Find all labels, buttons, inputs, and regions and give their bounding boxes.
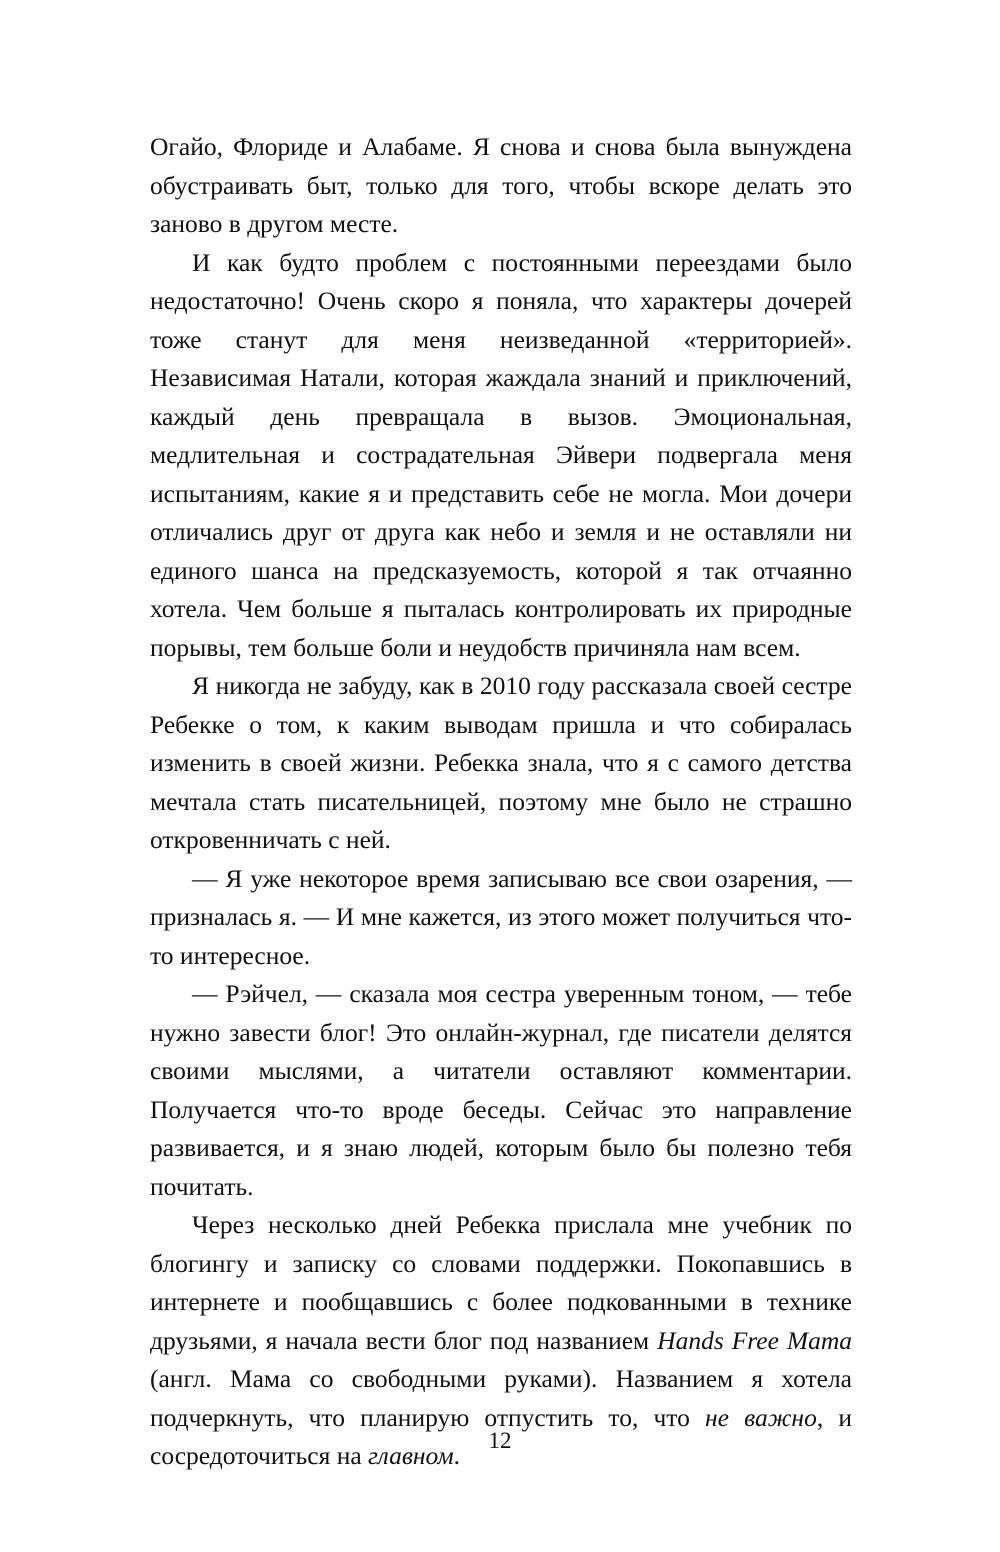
text-run: . bbox=[453, 1441, 460, 1470]
body-text-column bbox=[150, 128, 852, 1476]
paragraph: — Рэйчел, — сказала моя сестра уверенным тоном, — тебе нужно завести блог! Это онлайн-журнал, где писатели делятся своими мыслями, а читатели оставляют комментарии. Получается что-то вроде беседы. Сейчас это направление развивается, и я знаю людей, которым было бы полезно тебя почитать. bbox=[150, 979, 852, 1201]
italic-run: не важно bbox=[704, 1402, 817, 1432]
page-number: 12 bbox=[488, 1428, 512, 1453]
italic-run: Hands Free Mama bbox=[657, 1325, 852, 1355]
text-run: , и сосредоточиться на bbox=[150, 1402, 852, 1470]
paragraph: — Я уже некоторое время записываю все свои озарения, — призналась я. — И мне кажется, из этого может получиться что-то интересное. bbox=[150, 863, 852, 970]
paragraph: Огайо, Флориде и Алабаме. Я снова и снова была вынуждена обустраивать быт, только для того, чтобы вскоре делать это заново в другом месте. bbox=[150, 132, 852, 238]
paragraph: Я никогда не забуду, как в 2010 году рассказала своей сестре Ребекке о том, к каким выводам пришла и что собиралась изменить в своей жизни. Ребекка знала, что я с самого детства мечтала стать писательницей, поэтому мне было не страшно откровенничать с ней. bbox=[150, 671, 852, 854]
paragraph: И как будто проблем с постоянными переездами было недостаточно! Очень скоро я поняла, что характеры дочерей тоже станут для меня неизведанной «территорией». Независимая Натали, которая жаждала знаний и приключений, каждый день превращала в вызов. Эмоциональная, медлительная и сострадательная Эйвери подвергала меня испытаниям, какие я и представить себе не могла. Мои дочери отличались друг от друга как небо и земля и не оставляли ни единого шанса на предсказуемость, которой я так отчаянно хотела. Чем больше я пыталась контролировать их природные порывы, тем больше боли и неудобств причиняла нам всем. bbox=[150, 247, 852, 662]
text-run: Через несколько дней Ребекка прислала мне учебник по блогингу и записку со словами поддержки. Покопавшись в интернете и пообщавшись с более подкованными в технике друзьями, я начала вести блог под названием bbox=[150, 1210, 852, 1355]
text-run: (англ. Мама со свободными руками). Названием я хотела подчеркнуть, что планирую отпустить то, что bbox=[150, 1364, 852, 1432]
italic-run: главном bbox=[368, 1441, 454, 1470]
